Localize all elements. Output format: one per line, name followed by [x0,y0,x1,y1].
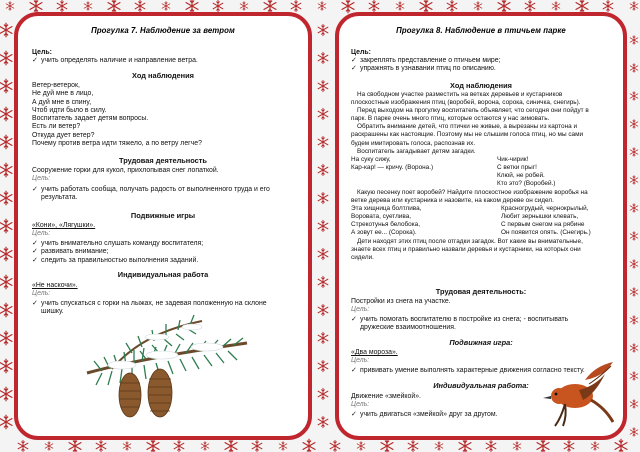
left-games-goal-label: Цель: [32,230,51,237]
snowflake-icon [318,360,328,371]
left-title: Прогулка 7. Наблюдение за ветром [91,26,235,35]
left-individual-heading: Индивидуальная работа [117,270,209,279]
snowflake-icon [630,92,638,101]
checkmark-icon: ✓ [351,411,357,418]
snowflake-icon [0,23,12,37]
snowflake-icon [369,0,379,11]
snowflake-icon [630,148,638,157]
right-individual-name: Движение «змейкой». [351,393,421,400]
snowflake-icon [252,440,262,451]
snowflake-icon [318,108,328,119]
left-labor-goal-label: Цель: [32,175,51,182]
snowflake-icon [30,0,42,13]
snowflake-icon [630,316,638,325]
snowflake-icon [381,439,393,452]
snowflake-icon [525,0,535,11]
snowflake-icon [537,439,549,452]
left-games-names: «Кони», «Лягушки». [32,222,96,229]
snowflake-icon [0,275,12,289]
snowflake-icon [630,120,638,129]
snowflake-icon [240,2,248,11]
left-individual-goal: ✓ учить спускаться с горки на лыжах, не задевая положенную на склоне шишку. [32,300,267,316]
right-individual-heading: Индивидуальная работа: [433,381,529,390]
bullfinch-icon [535,356,617,430]
snowflake-icon [174,440,184,451]
snowflake-icon [135,0,145,11]
snowflake-icon [18,440,28,451]
snowflake-icon [318,416,328,427]
left-games-heading: Подвижные игры [130,211,196,220]
snowflake-icon [318,24,328,35]
snowflake-icon [213,0,223,11]
left-observation-heading: Ход наблюдения [132,71,194,80]
snowflake-icon [630,288,638,297]
right-title: Прогулка 8. Наблюдение в птичьем парке [396,26,566,35]
snowflake-icon [459,439,471,452]
snowflake-icon [630,176,638,185]
snowflake-icon [630,344,638,353]
snowflake-icon [0,247,12,261]
pine-branch-icon [82,303,252,423]
snowflake-icon [69,439,81,452]
snowflake-icon [225,439,237,452]
snowflake-icon [0,107,12,121]
snowflake-icon [447,0,457,11]
snowflake-icon [576,0,588,13]
snowflake-icon [630,260,638,269]
checkmark-icon: ✓ [351,316,357,323]
snowflake-icon [318,332,328,343]
snowflake-icon [486,440,496,451]
snowflake-icon [318,248,328,259]
snowflake-icon [318,80,328,91]
snowflake-icon [0,79,12,93]
snowflake-icon [6,2,14,11]
right-labor-text: Постройки из снега на участке. [351,298,451,305]
snowflake-icon [630,232,638,241]
snowflake-icon [318,304,328,315]
left-goal-item: ✓ учить определять наличие и направление ветра. [32,57,198,64]
snowflake-icon [513,442,521,451]
snowflake-icon [96,440,106,451]
snowflake-icon [303,439,315,452]
right-goal-list: ✓ закреплять представление о птичьем мире; ✓ упражнять в узнавании птиц по описанию. [351,57,501,73]
snowflake-icon [408,440,418,451]
snowflake-icon [147,439,159,452]
snowflake-icon [264,0,276,13]
checkmark-icon: ✓ [351,57,357,64]
snowflake-icon [498,0,510,13]
left-labor-heading: Трудовая деятельность [119,156,207,165]
snowflake-icon [318,52,328,63]
snowflake-icon [0,163,12,177]
snowflake-icon [318,276,328,287]
left-labor-text: Сооружение горки для кукол, прихлопывая снег лопаткой. [32,167,219,174]
snowflake-icon [291,0,301,11]
snowflake-icon [474,2,482,11]
left-individual-name: «Не наскочи». [32,282,78,289]
snowflake-icon [552,2,560,11]
snowflake-icon [0,219,12,233]
snowflake-icon [342,0,354,13]
checkmark-icon: ✓ [32,186,38,193]
right-games-goal: ✓ прививать умение выполнять характерные движения согласно тексту. [351,367,585,374]
snowflake-icon [591,442,599,451]
right-individual-goal-label: Цель: [351,401,370,408]
snowflake-icon [630,400,638,409]
snowflake-icon [279,442,287,451]
snowflake-icon [0,191,12,205]
right-observation-body: На свободном участке разместить на ветках деревьев и кустарников плоскостные изображения птиц (воробей, ворона, сорока, синичка, снегирь). Перед выходом на прогулку воспитатель объявляет, что сегодня они пойдут в парк. В парке очень много птиц, которые остаются у нас зимовать. Обратить внимание детей, что птички не живые, а вырезаны из картона и раскрашены как настоящие. Поэтому мы не слышим голоса птиц, но мы сами будем имитировать голоса, распознав их. Воспитатель загадывает детям загадки. На суку сижу, Кар-кар! — кричу. (Ворона.) Чик-чирик! С ветки прыг! Клюй, не робей. Кто это? (Воробей.) Какую песенку поет воробей? Найдите плоскостное изображение воробья на ветке дерева или кустарника и назовите, на каком дереве он сидел. Эта хищница болтлива, Воровата, суетлива, Стрекотунья белобока, А зовут ее... (Сорока). Красногрудый, чернокрылый, Любит зернышки клевать, С первым снегом на рябине Он появится опять. (Снегирь.) Дети находят этих птиц после отгадки загадок. Вот какие вы внимательные, знаете всех птиц и правильно назвали деревья и кустарники, на которых они сидели. [351,91,591,262]
checkmark-icon: ✓ [351,367,357,374]
snowflake-icon [318,388,328,399]
right-observation-heading: Ход наблюдения [450,81,512,90]
snowflake-icon [57,0,67,11]
snowflake-icon [435,442,443,451]
left-goal-label: Цель: [32,49,52,56]
left-individual-goal-label: Цель: [32,290,51,297]
right-goal-label: Цель: [351,49,371,56]
snowflake-icon [0,135,12,149]
snowflake-icon [186,0,198,13]
snowflake-icon [615,439,627,452]
checkmark-icon: ✓ [32,248,38,256]
snowflake-icon [0,303,12,317]
snowflake-icon [0,387,12,401]
right-labor-goal-label: Цель: [351,306,370,313]
snowflake-icon [420,0,432,13]
snowflake-icon [318,164,328,175]
snowflake-icon [162,2,170,11]
right-games-goal-label: Цель: [351,357,370,364]
snowflake-icon [630,36,638,45]
left-labor-goal: ✓ учить работать сообща, получать радость от выполненного труда и его результата. [32,186,270,202]
snowflake-icon [0,331,12,345]
snowflake-icon [0,359,12,373]
checkmark-icon: ✓ [32,57,38,64]
snowflake-icon [201,442,209,451]
snowflake-icon [0,51,12,65]
snowflake-icon [318,136,328,147]
left-games-goal-list: ✓ учить внимательно слушать команду воспитателя; ✓ развивать внимание; ✓ следить за правильностью выполнения заданий. [32,240,204,264]
checkmark-icon: ✓ [32,256,38,264]
snowflake-icon [564,440,574,451]
snowflake-icon [630,64,638,73]
snowflake-icon [318,192,328,203]
snowflake-icon [630,372,638,381]
checkmark-icon: ✓ [32,240,38,247]
right-labor-heading: Трудовая деятельность: [435,287,527,296]
snowflake-icon [330,440,340,451]
right-games-name: «Два мороза». [351,349,398,356]
right-games-heading: Подвижная игра: [449,338,513,347]
snowflake-icon [630,428,638,437]
snowflake-icon [396,2,404,11]
left-poem: Ветер-ветерок, Не дуй мне в лицо, А дуй мне в спину, Чтоб идти было в силу. Воспитатель задает детям вопросы. Есть ли ветер? Откуда дует ветер? Почему против ветра идти тяжело, а по ветру легче? [32,82,202,148]
checkmark-icon: ✓ [351,65,357,73]
snowflake-icon [0,415,12,429]
snowflake-icon [123,442,131,451]
right-individual-goal: ✓ учить двигаться «змейкой» друг за другом. [351,411,498,418]
snowflake-icon [45,442,53,451]
snowflake-icon [84,2,92,11]
right-labor-goal: ✓ учить помогать воспитателю в постройке из снега; - воспитывать дружеские взаимоотношения. [351,316,569,332]
snowflake-icon [630,204,638,213]
snowflake-icon [318,2,326,11]
snowflake-icon [108,0,120,13]
snowflake-icon [357,442,365,451]
snowflake-icon [630,2,638,11]
snowflake-icon [318,220,328,231]
snowflake-icon [603,0,613,11]
checkmark-icon: ✓ [32,300,38,307]
